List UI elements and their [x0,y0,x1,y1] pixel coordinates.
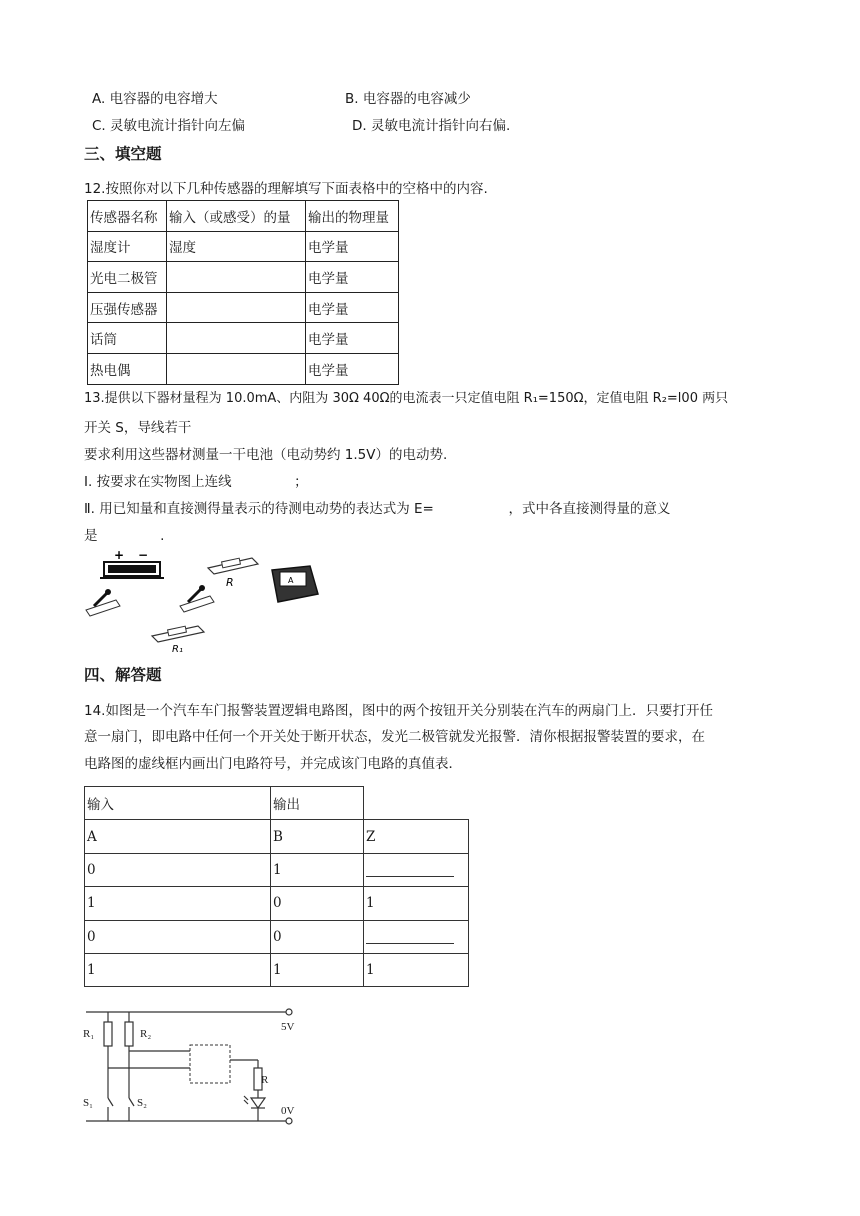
label-s1: S₁ [83,1097,93,1109]
table-cell [167,323,306,354]
col-z: Z [364,820,469,853]
cell-b: 1 [271,853,364,886]
apparatus-figure [80,548,340,658]
table-row [85,887,469,920]
q12-prompt: 12.按照你对以下几种传感器的理解填写下面表格中的空格中的内容. [84,181,488,197]
truth-table [84,786,469,987]
cell-a: 0 [85,920,271,953]
switch-2-icon [180,585,214,612]
label-0v: 0V [281,1105,295,1117]
option-b: B. 电容器的电容减少 [345,91,471,107]
table-cell: 电学量 [306,262,399,293]
table-row [88,262,399,293]
table-cell: 电学量 [306,353,399,384]
table-cell: 电学量 [306,231,399,262]
table-row [88,231,399,262]
label-r1: R₁ [83,1028,95,1040]
q13-part2-line2 [84,524,164,544]
cell-b: 0 [271,920,364,953]
label-r2: R₂ [140,1028,152,1040]
q13-part2-mid: ，式中各直接测得量的意义 [508,501,671,517]
table-header-row [88,201,399,232]
input-header: 输入 [85,787,271,820]
option-a: A. 电容器的电容增大 [92,91,218,107]
section-title-answer: 四、解答题 [84,666,162,684]
circuit-diagram [78,1006,308,1128]
cell-z [364,920,469,953]
label-r: R [261,1074,269,1086]
table-header: 传感器名称 [88,201,167,232]
table-row [85,920,469,953]
table-cell: 电学量 [306,292,399,323]
q13-line2: 开关 S，导线若干 [84,420,192,436]
table-cell: 话筒 [88,323,167,354]
table-cell [167,292,306,323]
section-title-fill-blank: 三、填空题 [84,145,162,163]
label-5v: 5V [281,1021,295,1033]
cell-b: 0 [271,887,364,920]
output-header: 输出 [271,787,364,820]
cell-z: 1 [364,887,469,920]
q13-line3: 要求利用这些器材测量一干电池（电动势约 1.5V）的电动势. [84,447,448,463]
q13-part2-label: Ⅱ. 用已知量和直接测得量表示的待测电动势的表达式为 E= [84,501,434,517]
label-s2: S₂ [137,1097,147,1109]
switch-1-icon [86,589,120,616]
q13-part1-label: Ⅰ. 按要求在实物图上连线 [84,474,232,490]
q13-part1 [84,470,308,490]
resistor-r1-label: R₁ [172,644,183,655]
cell-z [364,853,469,886]
table-row [85,953,469,986]
battery-icon [100,548,164,578]
q14-line3: 电路图的虚线框内画出门电路符号，并完成该门电路的真值表． [84,756,462,772]
q13-part1-end: ； [294,474,308,490]
gate-box [190,1045,230,1083]
cell-a: 1 [85,887,271,920]
sensor-table [87,200,399,385]
q13-part2-line2-text: 是 [84,528,98,544]
cell-a: 0 [85,853,271,886]
q13-part2-end: . [160,528,165,544]
table-row [85,853,469,886]
ammeter-label: A [288,576,294,585]
q14-line2: 意一扇门，即电路中任何一个开关处于断开状态，发光二极管就发光报警．清你根据报警装置的要求，在 [84,729,705,745]
table-cell [167,262,306,293]
q13-line1: 13.提供以下器材量程为 10.0mA、内阻为 30Ω 40Ω的电流表一只定值电阻 R₁=150Ω，定值电阻 R₂=l00 两只 [84,391,729,406]
resistor-r-label: R [226,576,234,589]
q14-line1: 14.如图是一个汽车车门报警装置逻辑电路图，图中的两个按钮开关分别装在汽车的两扇门上．只要打开任 [84,703,713,719]
answer-blank [366,925,454,944]
table-cell: 压强传感器 [88,292,167,323]
resistor-r1-icon [152,626,204,655]
resistor-r-icon [208,558,258,589]
table-row [88,292,399,323]
truth-header-row [85,787,469,820]
col-b: B [271,820,364,853]
q13-part2 [84,497,670,517]
cell-z: 1 [364,953,469,986]
table-row [88,323,399,354]
table-cell: 湿度 [167,231,306,262]
table-header: 输出的物理量 [306,201,399,232]
option-d: D. 灵敏电流计指针向右偏. [352,118,511,134]
truth-col-row [85,820,469,853]
table-cell: 湿度计 [88,231,167,262]
table-cell [167,353,306,384]
table-row [88,353,399,384]
table-cell: 电学量 [306,323,399,354]
battery-minus-label: − [138,548,149,562]
answer-blank [366,858,454,877]
table-header: 输入（或感受）的量 [167,201,306,232]
table-cell: 热电偶 [88,353,167,384]
table-cell: 光电二极管 [88,262,167,293]
cell-a: 1 [85,953,271,986]
ammeter-icon [272,566,318,602]
option-c: C. 灵敏电流计指针向左偏 [92,118,246,134]
cell-b: 1 [271,953,364,986]
battery-plus-label: + [114,548,125,562]
col-a: A [85,820,271,853]
